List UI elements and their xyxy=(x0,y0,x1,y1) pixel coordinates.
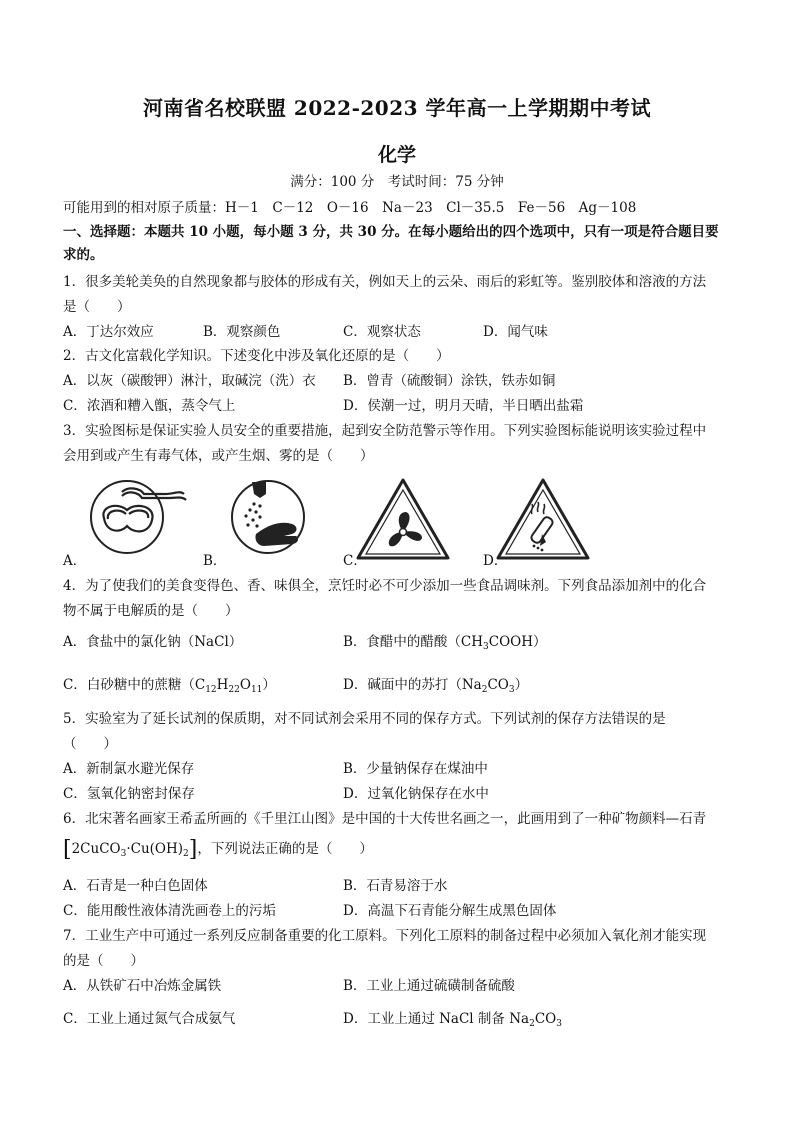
q5-option-d: D．过氧化钠保存在水中 xyxy=(343,786,489,802)
formula-part: H xyxy=(216,677,229,693)
q1-option-b: B．观察颜色 xyxy=(203,324,281,340)
q2-option-d: D．侯潮一过，明月天晴，半日晒出盐霜 xyxy=(343,398,584,414)
exam-title: 河南省名校联盟 2022-2023 学年高一上学期期中考试 xyxy=(142,96,652,120)
q6-formula-line xyxy=(63,839,373,864)
q7-option-a: A．从铁矿石中冶炼金属铁 xyxy=(63,978,222,994)
formula-part: CO xyxy=(487,677,509,693)
formula-subscript: 3 xyxy=(483,642,489,652)
formula-subscript: 3 xyxy=(556,1019,562,1029)
q3-option-a: A． xyxy=(63,553,87,569)
q5-option-a: A．新制氯水避光保存 xyxy=(63,761,195,777)
q7-option-d xyxy=(343,1009,562,1034)
section-heading-cont: 求的。 xyxy=(63,247,104,263)
ventilation-fan-icon xyxy=(354,476,452,562)
q1-option-c: C．观察状态 xyxy=(343,324,421,340)
q2-stem: 2．古文化富载化学知识。下述变化中涉及氧化还原的是（ ） xyxy=(63,348,450,364)
q6-option-b: B．石青易溶于水 xyxy=(343,878,448,894)
q5-stem: 5．实验室为了延长试剂的保质期，对不同试剂会采用不同的保存方式。下列试剂的保存方法错误的是 xyxy=(63,711,666,727)
q5-stem-cont: （ ） xyxy=(63,736,117,752)
formula-subscript: 3 xyxy=(508,685,515,695)
q4-stem-cont: 物不属于电解质的是（ ） xyxy=(63,603,239,619)
q3-option-b: B． xyxy=(203,553,227,569)
q4-option-d-label: D．碱面中的苏打（ xyxy=(343,677,462,693)
q7-option-c: C．工业上通过氮气合成氨气 xyxy=(63,1011,236,1027)
q4-stem: 4．为了使我们的美食变得色、香、味俱全，烹饪时必不可少添加一些食品调味剂。下列食品添加剂中的化合 xyxy=(63,578,707,594)
goggles-icon xyxy=(82,476,194,556)
q5-option-c: C．氢氧化钠密封保存 xyxy=(63,786,195,802)
q4-option-c-label: C．白砂糖中的蔗糖（ xyxy=(63,677,195,693)
formula-part: Na xyxy=(461,677,482,693)
formula-part: O xyxy=(239,677,251,693)
q7-stem-cont: 的是（ ） xyxy=(63,953,144,969)
formula-subscript: 3 xyxy=(120,849,127,859)
q6-option-a: A．石青是一种白色固体 xyxy=(63,878,208,894)
formula-end: ） xyxy=(514,677,529,693)
q6-stem: 6．北宋著名画家王希孟所画的《千里江山图》是中国的十大传世名画之一，此画用到了一种矿物颜料—石青 xyxy=(63,811,707,827)
formula-part: CH xyxy=(460,634,484,650)
formula-subscript: 22 xyxy=(228,685,240,695)
exam-meta: 满分：100 分 考试时间：75 分钟 xyxy=(290,174,504,190)
formula-subscript: 11 xyxy=(250,685,263,695)
formula-part: Na xyxy=(509,1011,530,1027)
formula-part: CO xyxy=(534,1011,557,1027)
q2-option-c: C．浓酒和糟入甑，蒸令气上 xyxy=(63,398,236,414)
formula-part: ·Cu(OH) xyxy=(126,841,184,857)
exam-subject: 化学 xyxy=(377,144,416,166)
formula-subscript: 2 xyxy=(183,849,189,859)
q5-option-b: B．少量钠保存在煤油中 xyxy=(343,761,488,777)
q7-stem: 7．工业生产中可通过一系列反应制备重要的化工原料。下列化工原料的制备过程中必须加入氧化剂才能实现 xyxy=(63,928,707,944)
q4-option-b-label: B．食醋中的醋酸（ xyxy=(343,634,461,650)
q6-option-d: D．高温下石青能分解生成黑色固体 xyxy=(343,903,557,919)
q3-option-c: C． xyxy=(343,553,367,569)
q1-option-a: A．丁达尔效应 xyxy=(63,324,154,340)
q1-option-d: D．闻气味 xyxy=(483,324,548,340)
q2-option-b: B．曾青（硫酸铜）涂铁，铁赤如铜 xyxy=(343,373,556,389)
formula-end: ） xyxy=(533,634,547,650)
atomic-masses: 可能用到的相对原子质量：H－1 C－12 O－16 Na－23 Cl－35.5 Fe－56 Ag－108 xyxy=(63,200,637,216)
q7-option-d-label: D．工业上通过 NaCl 制备 xyxy=(343,1011,510,1027)
formula-part: 2CuCO xyxy=(71,841,121,857)
q4-option-b xyxy=(343,632,547,657)
q4-option-d xyxy=(343,675,528,700)
q3-stem-cont: 会用到或产生有毒气体，或产生烟、雾的是（ ） xyxy=(63,448,374,464)
q3-stem: 3．实验图标是保证实验人员安全的重要措施，起到安全防范警示等作用。下列实验图标能说明该实验过程中 xyxy=(63,423,707,439)
q7-option-b: B．工业上通过硫磺制备硫酸 xyxy=(343,978,515,994)
section-heading: 一、选择题：本题共 10 小题，每小题 3 分，共 30 分。在每小题给出的四个选项中，只有一项是符合题目要 xyxy=(63,224,719,240)
heating-test-tube-icon xyxy=(494,476,592,562)
q1-stem: 1．很多美轮美奂的自然现象都与胶体的形成有关，例如天上的云朵、雨后的彩虹等。鉴别胶体和溶液的方法 xyxy=(63,274,707,290)
formula-part: C xyxy=(194,677,206,693)
bracket-left: [ xyxy=(63,837,72,862)
formula-subscript: 2 xyxy=(481,685,488,695)
q4-option-c xyxy=(63,675,276,700)
formula-part: COOH xyxy=(488,634,534,650)
q2-option-a: A．以灰（碳酸钾）淋汁，取碱浣（洗）衣 xyxy=(63,373,316,389)
formula-subscript: 12 xyxy=(205,685,217,695)
formula-subscript: 2 xyxy=(529,1019,535,1029)
hand-wash-icon xyxy=(226,476,316,556)
q3-option-d: D． xyxy=(483,553,508,569)
q1-stem-cont: 是（ ） xyxy=(63,299,131,315)
q4-option-a: A．食盐中的氯化钠（NaCl） xyxy=(63,634,243,650)
bracket-right: ] xyxy=(188,837,198,862)
q6-stem-cont: ，下列说法正确的是（ ） xyxy=(197,841,373,857)
formula-end: ） xyxy=(262,677,276,693)
q6-option-c: C．能用酸性液体清洗画卷上的污垢 xyxy=(63,903,276,919)
